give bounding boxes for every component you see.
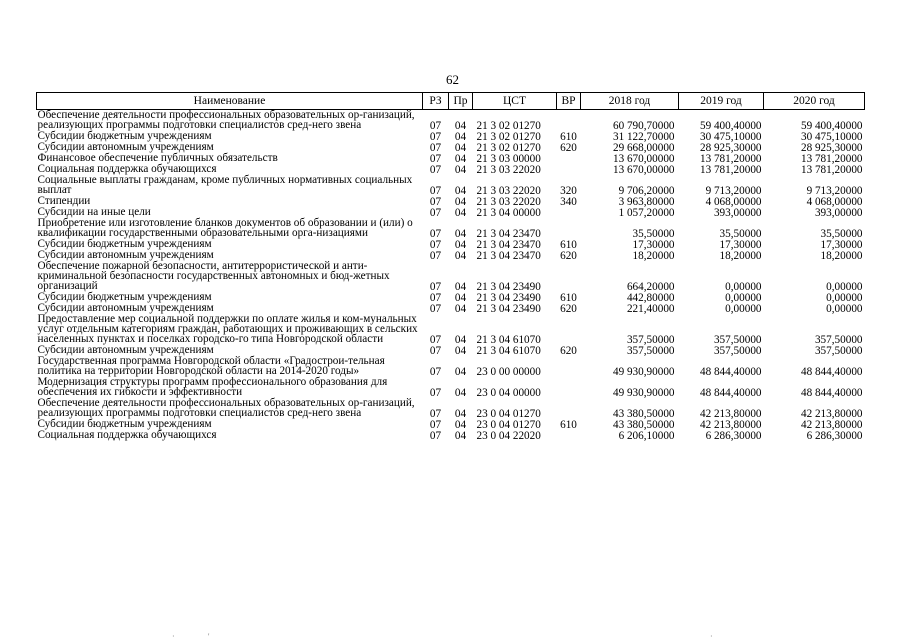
cell-name: Социальная поддержка обучающихся [37,429,217,441]
cell-2019: 9 713,20000 [705,185,762,197]
cell-2020: 6 286,30000 [806,430,863,442]
cell-cst: 23 0 04 22020 [476,430,541,442]
cell-vr: 620 [560,250,577,262]
cell-cst: 21 3 04 23490 [476,292,541,304]
cell-vr [557,356,581,377]
cell-pr: 04 [454,366,467,378]
cell-2018: 664,20000 [626,281,675,293]
header-pr: Пр [449,93,473,110]
cell-cst: 23 0 04 00000 [476,387,541,399]
cell-pr: 04 [454,207,467,219]
cell-rz: 07 [429,239,442,251]
cell-vr: 610 [560,419,577,431]
cell-vr: 320 [560,185,577,197]
header-rz: РЗ [423,93,449,110]
cell-2019: 17,30000 [719,239,762,251]
cell-rz: 07 [429,228,442,240]
cell-cst: 21 3 04 61070 [476,345,541,357]
cell-2019: 13 781,20000 [699,153,762,165]
cell-cst: 21 3 03 22020 [476,164,541,176]
budget-table [36,92,865,441]
cell-2020: 18,20000 [820,250,863,262]
cell-2018: 9 706,20000 [618,185,675,197]
cell-name: Субсидии бюджетным учреждениям [37,130,212,142]
cell-name: Социальная поддержка обучающихся [37,163,217,175]
cell-pr: 04 [454,164,467,176]
cell-name: Приобретение или изготовление бланков документов об образовании и (или) о квалификации государственными образовательными орга-низациями [37,217,413,239]
cell-2019: 28 925,30000 [699,142,762,154]
cell-vr [557,398,581,419]
cell-name: Финансовое обеспечение публичных обязательств [37,152,278,164]
cell-cst: 21 3 04 61070 [476,334,541,346]
cell-2020: 48 844,40000 [800,366,863,378]
cell-2019: 48 844,40000 [699,387,762,399]
table-body [37,110,865,442]
cell-rz: 07 [429,345,442,357]
cell-2020: 0,00000 [826,292,863,304]
cell-name: Субсидии бюджетным учреждениям [37,238,212,250]
cell-vr: 620 [560,303,577,315]
cell-vr [557,430,581,441]
cell-2019: 35,50000 [719,228,762,240]
header-vr: ВР [557,93,581,110]
cell-rz: 07 [429,164,442,176]
cell-pr: 04 [454,120,467,132]
header-name: Наименование [37,93,423,110]
cell-2020: 0,00000 [826,281,863,293]
cell-pr: 04 [454,345,467,357]
cell-cst: 21 3 04 23470 [476,239,541,251]
header-cst: ЦСТ [473,93,557,110]
cell-vr: 340 [560,196,577,208]
cell-pr: 04 [454,131,467,143]
cell-2018: 442,80000 [626,292,675,304]
cell-2020: 30 475,10000 [800,131,863,143]
cell-2019: 18,20000 [719,250,762,262]
cell-2019: 42 213,80000 [699,408,762,420]
scan-mark: ' [208,632,210,641]
cell-vr [557,377,581,398]
cell-2020: 357,50000 [814,334,863,346]
cell-2018: 13 670,00000 [612,153,675,165]
cell-2019: 4 068,00000 [705,196,762,208]
cell-vr: 610 [560,292,577,304]
cell-pr: 04 [454,185,467,197]
cell-2019: 393,00000 [713,207,762,219]
cell-2018: 357,50000 [626,345,675,357]
cell-name: Обеспечение пожарной безопасности, антитеррористической и анти-криминальной безопасности государственных автономных и бюд-жетных организаций [37,260,390,292]
cell-pr: 04 [454,281,467,293]
cell-rz: 07 [429,366,442,378]
cell-cst: 21 3 03 22020 [476,185,541,197]
cell-name: Государственная программа Новгородской области «Градострои-тельная политика на территории Новгородской области на 2014-2020 годы» [37,355,385,377]
cell-2019: 48 844,40000 [699,366,762,378]
cell-pr: 04 [454,153,467,165]
table-header-row [37,93,865,110]
cell-cst: 21 3 03 00000 [476,153,541,165]
cell-2020: 59 400,40000 [800,120,863,132]
cell-2018: 43 380,50000 [612,419,675,431]
cell-rz: 07 [429,334,442,346]
cell-name: Предоставление мер социальной поддержки по оплате жилья и ком-мунальных услуг отдельным категориям граждан, работающих и проживающих в сельских населенных пунктах и поселках городско-го типа Новгородской области [37,313,418,345]
cell-rz: 07 [429,408,442,420]
table-row [37,430,865,441]
cell-pr: 04 [454,292,467,304]
cell-cst: 21 3 04 23490 [476,303,541,315]
cell-rz: 07 [429,185,442,197]
cell-vr [557,314,581,345]
cell-name: Субсидии бюджетным учреждениям [37,418,212,430]
cell-2018: 18,20000 [632,250,675,262]
cell-2018: 17,30000 [632,239,675,251]
cell-2018: 31 122,70000 [612,131,675,143]
cell-name: Субсидии автономным учреждениям [37,302,214,314]
cell-2019: 357,50000 [713,345,762,357]
cell-cst: 23 0 04 01270 [476,419,541,431]
table-row [37,110,865,132]
cell-rz: 07 [429,131,442,143]
cell-name: Субсидии автономным учреждениям [37,249,214,261]
cell-rz: 07 [429,207,442,219]
cell-2020: 13 781,20000 [800,164,863,176]
cell-name: Обеспечение деятельности профессиональных образовательных ор-ганизаций, реализующих программы подготовки специалистов сред-него звена [37,109,415,131]
cell-rz: 07 [429,419,442,431]
cell-2020: 4 068,00000 [806,196,863,208]
cell-pr: 04 [454,239,467,251]
cell-cst: 21 3 04 00000 [476,207,541,219]
cell-2020: 42 213,80000 [800,408,863,420]
cell-2019: 13 781,20000 [699,164,762,176]
cell-pr: 04 [454,430,467,442]
cell-vr [557,207,581,218]
cell-name: Субсидии автономным учреждениям [37,141,214,153]
cell-rz: 07 [429,250,442,262]
cell-pr: 04 [454,334,467,346]
cell-vr: 620 [560,345,577,357]
cell-2019: 30 475,10000 [699,131,762,143]
cell-rz: 07 [429,281,442,293]
cell-name: Обеспечение деятельности профессиональных образовательных ор-ганизаций, реализующих программы подготовки специалистов сред-него звена [37,397,415,419]
cell-name: Стипендии [37,195,91,207]
cell-vr: 620 [560,142,577,154]
header-2019: 2019 год [679,93,764,110]
cell-name: Субсидии бюджетным учреждениям [37,291,212,303]
cell-rz: 07 [429,196,442,208]
cell-pr: 04 [454,196,467,208]
cell-2019: 0,00000 [725,292,762,304]
cell-rz: 07 [429,387,442,399]
table-row [37,377,865,398]
cell-2019: 6 286,30000 [705,430,762,442]
cell-rz: 07 [429,120,442,132]
cell-2020: 13 781,20000 [800,153,863,165]
cell-2018: 60 790,70000 [612,120,675,132]
table-row [37,261,865,292]
cell-rz: 07 [429,142,442,154]
cell-2018: 221,40000 [626,303,675,315]
cell-name: Модернизация структуры программ профессионального образования для обеспечения их гибкости и эффективности [37,376,388,398]
cell-cst: 23 0 04 01270 [476,408,541,420]
cell-vr [557,261,581,292]
cell-pr: 04 [454,250,467,262]
cell-rz: 07 [429,292,442,304]
table-row [37,218,865,239]
cell-vr: 610 [560,131,577,143]
cell-cst: 21 3 02 01270 [476,120,541,132]
cell-cst: 21 3 02 01270 [476,142,541,154]
cell-name: Субсидии на иные цели [37,206,151,218]
cell-2018: 6 206,10000 [618,430,675,442]
cell-2019: 59 400,40000 [699,120,762,132]
cell-pr: 04 [454,408,467,420]
cell-2018: 43 380,50000 [612,408,675,420]
cell-cst: 21 3 04 23470 [476,250,541,262]
cell-pr: 04 [454,419,467,431]
cell-name: Социальные выплаты гражданам, кроме публичных нормативных социальных выплат [37,174,413,196]
cell-2019: 42 213,80000 [699,419,762,431]
cell-rz: 07 [429,303,442,315]
cell-pr: 04 [454,142,467,154]
cell-2020: 42 213,80000 [800,419,863,431]
page-number: 62 [446,72,459,87]
table-row [37,398,865,419]
table-row [37,314,865,345]
cell-2018: 13 670,00000 [612,164,675,176]
cell-2018: 49 930,90000 [612,366,675,378]
table-row [37,356,865,377]
table-row [37,175,865,196]
cell-2020: 17,30000 [820,239,863,251]
cell-pr: 04 [454,228,467,240]
cell-2020: 393,00000 [814,207,863,219]
cell-2018: 29 668,00000 [612,142,675,154]
cell-cst: 21 3 02 01270 [476,131,541,143]
cell-rz: 07 [429,153,442,165]
cell-2018: 1 057,20000 [618,207,675,219]
cell-2018: 49 930,90000 [612,387,675,399]
cell-2019: 0,00000 [725,281,762,293]
cell-vr [557,153,581,164]
cell-vr [557,218,581,239]
cell-2018: 357,50000 [626,334,675,346]
cell-cst: 21 3 03 22020 [476,196,541,208]
cell-2018: 35,50000 [632,228,675,240]
cell-name: Субсидии автономным учреждениям [37,344,214,356]
cell-2020: 357,50000 [814,345,863,357]
cell-2020: 9 713,20000 [806,185,863,197]
cell-2020: 0,00000 [826,303,863,315]
cell-cst: 21 3 04 23470 [476,228,541,240]
cell-pr: 04 [454,303,467,315]
cell-vr: 610 [560,239,577,251]
scan-mark: · [710,632,713,641]
cell-cst: 23 0 00 00000 [476,366,541,378]
cell-pr: 04 [454,387,467,399]
cell-2019: 357,50000 [713,334,762,346]
table-row [37,196,865,207]
header-2018: 2018 год [581,93,679,110]
cell-2019: 0,00000 [725,303,762,315]
header-2020: 2020 год [764,93,865,110]
cell-2020: 35,50000 [820,228,863,240]
cell-2018: 3 963,80000 [618,196,675,208]
cell-vr [557,164,581,175]
cell-cst: 21 3 04 23490 [476,281,541,293]
cell-rz: 07 [429,430,442,442]
cell-2020: 48 844,40000 [800,387,863,399]
scan-mark: · [172,632,175,641]
cell-vr [557,110,581,132]
cell-2020: 28 925,30000 [800,142,863,154]
